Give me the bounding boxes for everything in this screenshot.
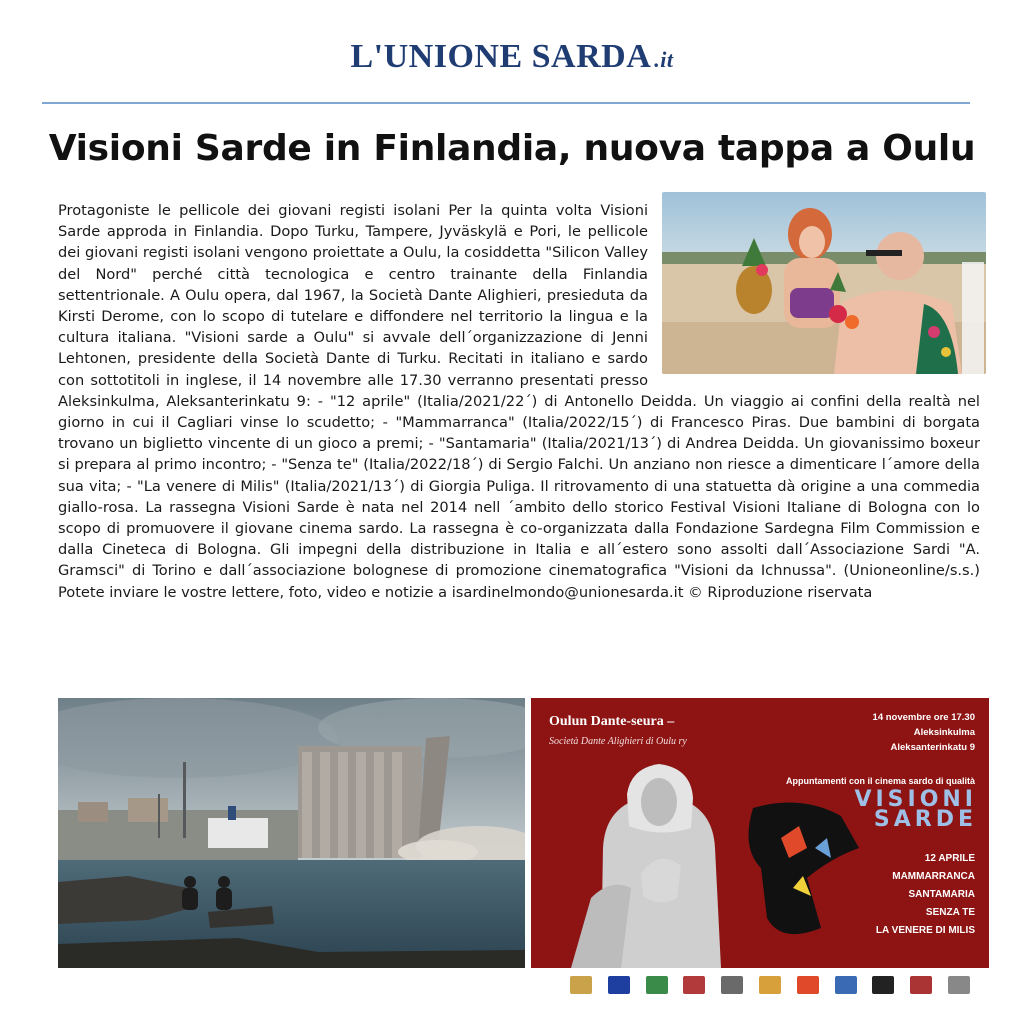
sponsor-logo [721,976,743,994]
sponsor-logo [835,976,857,994]
poster-film-item: LA VENERE DI MILIS [875,925,975,936]
poster-brand [854,787,977,832]
sponsor-logo [948,976,970,994]
article-body-text: Protagoniste le pellicole dei giovani registi isolani Per la quinta volta Visioni Sarde approda in Finlandia. Dopo Turku, Tampere, Jyväskylä e Pori, le pellicole dei giovani registi isolani vengono proiettate a Oulu, la cosiddetta "Silicon Valley del Nord" perché città tecnologica e centro trainante della Finlandia settentrionale. A Oulu opera, dal 1967, la Società Dante Alighieri, presieduta da Kirsti Derome, con lo scopo di tutelare e diffondere nel territorio la lingua e la cultura italiana. "Visioni sarde a Oulu" si avvale dell´organizzazione di Jenni Lehtonen, presidente della Società Dante di Turku. Recitati in italiano e sardo con sottotitoli in inglese, il 14 novembre alle 17.30 verranno presentati presso Aleksinkulma, Aleksanterinkatu 9: - "12 aprile" (Italia/2021/22´) di Antonello Deidda. Un viaggio ai confini della realtà nel giorno in cui il Cagliari vinse lo scudetto; - "Mammarranca" (Italia/2022/15´) di Francesco Piras. Due bambini di borgata trovano un biglietto vincente di un gioco a premi; - "Santamaria" (Italia/2021/13´) di Andrea Deidda. Un giovanissimo boxeur si prepara al primo incontro; - "Senza te" (Italia/2022/18´) di Sergio Falchi. Un anziano non riesce a dimenticare l´amore della sua vita; - "La venere di Milis" (Italia/2021/13´) di Giorgia Puliga. Il ritrovamento di una statuetta dà origine a una commedia giallo-rosa. La rassegna Visioni Sarde è nata nel 2014 nell ´ambito dello storico Festival Visioni Italiane di Bologna con lo scopo di promuovere il giovane cinema sardo. La rassegna è co-organizzata dalla Fondazione Sardegna Film Commission e dalla Cineteca di Bologna. Gli impegni della distribuzione in Italia e all´estero sono assolti dall´Associazione Sardi "A. Gramsci" di Torino e dall´associazione bolognese di promozione cinematografica "Visioni da Ichnussa". (Unioneonline/s.s.) Potete inviare le vostre lettere, foto, video e notizie a isardinelmondo@unionesarda.it © Riproduzione riservata [58,202,980,601]
masthead-name: L'UNIONE SARDA [350,38,652,75]
poster-venue: Aleksinkulma [913,727,975,738]
poster-film-item: SANTAMARIA [908,889,975,900]
article-body-container [58,200,980,603]
poster-address: Aleksanterinkatu 9 [890,742,975,753]
poster-brand-line1: VISIONI [854,787,977,812]
poster-title: Oulun Dante-seura – [549,714,675,729]
event-poster [531,698,989,968]
poster-film-item: MAMMARRANCA [892,871,975,882]
poster-film-list [876,850,975,940]
sponsor-logo [683,976,705,994]
sponsor-logo [570,976,592,994]
sponsor-logo [646,976,668,994]
masthead-tld: .it [654,47,674,72]
masthead-logo[interactable] [0,38,1024,76]
poster-date-block [873,710,975,755]
sponsor-logo [797,976,819,994]
article-photo-beach [662,192,986,374]
poster-tagline: Appuntamenti con il cinema sardo di qualità [785,776,975,786]
poster-date: 14 novembre ore 17.30 [872,712,975,723]
sponsor-logo [872,976,894,994]
sponsor-logo [910,976,932,994]
poster-subtitle: Società Dante Alighieri di Oulu ry [549,736,687,747]
poster-brand-line2: SARDE [873,807,977,832]
article-headline: Visioni Sarde in Finlandia, nuova tappa a Oulu [48,128,976,169]
poster-film-item: SENZA TE [925,907,975,918]
article-photo-harbor [58,698,525,968]
header-divider [42,102,970,104]
eu-flag-logo [608,976,630,994]
sponsor-logo-strip [570,972,970,998]
sponsor-logo [759,976,781,994]
poster-film-item: 12 APRILE [924,853,975,864]
